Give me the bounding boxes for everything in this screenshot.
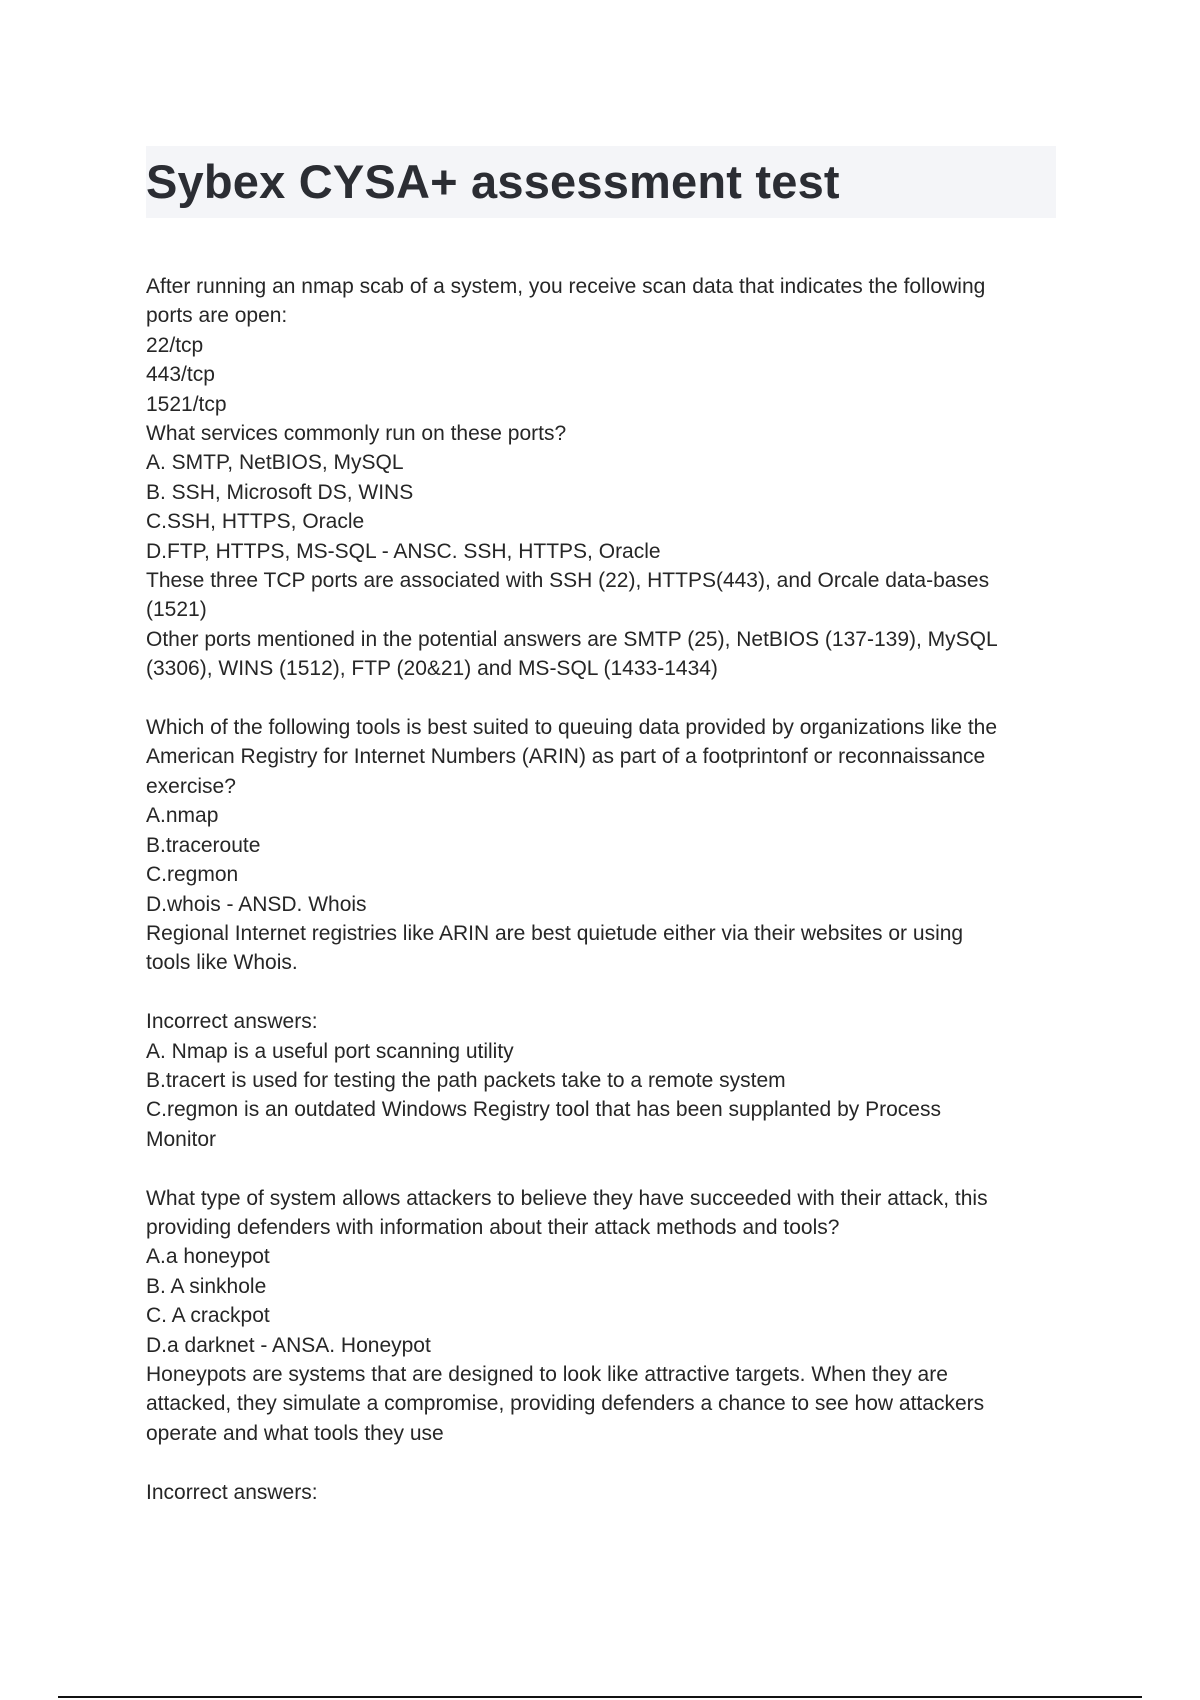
text-line: C.SSH, HTTPS, Oracle [146,510,365,534]
text-line: These three TCP ports are associated with SSH (22), HTTPS(443), and Orcale data-bases [146,569,990,593]
text-line: What type of system allows attackers to believe they have succeeded with their attack, this [146,1186,988,1210]
text-line: exercise? [146,774,236,798]
footer-divider [58,1696,1142,1698]
text-line: A.a honeypot [146,1245,270,1269]
text-line: Honeypots are systems that are designed to look like attractive targets. When they are [146,1362,948,1386]
text-line: B.traceroute [146,833,261,857]
text-line: After running an nmap scab of a system, you receive scan data that indicates the following [146,275,986,298]
text-line: operate and what tools they use [146,1421,444,1445]
text-line: D.FTP, HTTPS, MS-SQL - ANSC. SSH, HTTPS, Oracle [146,539,661,563]
text-line: (3306), WINS (1512), FTP (20&21) and MS-SQL (1433-1434) [146,657,718,681]
document-body [146,272,1066,1507]
text-line: C.regmon is an outdated Windows Registry tool that has been supplanted by Process [146,1098,941,1122]
title-banner [146,146,1056,218]
text-line: Other ports mentioned in the potential answers are SMTP (25), NetBIOS (137-139), MySQL [146,627,998,651]
paragraph-gap [146,978,1066,1007]
text-line: C.regmon [146,863,239,887]
text-line: 1521/tcp [146,392,227,416]
text-line: tools like Whois. [146,951,298,975]
text-line: attacked, they simulate a compromise, providing defenders a chance to see how attackers [146,1392,985,1416]
text-line: Which of the following tools is best suited to queuing data provided by organizations like the [146,716,998,740]
text-line: What services commonly run on these ports? [146,422,567,446]
paragraph-gap [146,1154,1066,1183]
text-line: D.whois - ANSD. Whois [146,892,367,916]
text-line: (1521) [146,598,207,622]
text-line: A. Nmap is a useful port scanning utility [146,1039,514,1063]
page-title: Sybex CYSA+ assessment test [146,155,840,208]
text-line: Incorrect answers: [146,1010,318,1034]
text-line: 22/tcp [146,333,204,357]
text-line: 443/tcp [146,363,215,387]
text-line: ports are open: [146,304,288,328]
text-line: B.tracert is used for testing the path packets take to a remote system [146,1068,786,1092]
text-line: Incorrect answers: [146,1480,318,1504]
text-line: A.nmap [146,804,219,828]
paragraph-gap [146,1448,1066,1477]
text-line: American Registry for Internet Numbers (ARIN) as part of a footprintonf or reconnaissance [146,745,986,769]
text-line: Monitor [146,1127,217,1151]
text-line: C. A crackpot [146,1304,270,1328]
paragraph-gap [146,684,1066,713]
text-line: B. SSH, Microsoft DS, WINS [146,480,414,504]
text-line: providing defenders with information about their attack methods and tools? [146,1215,840,1239]
text-line: Regional Internet registries like ARIN are best quietude either via their websites or using [146,921,964,945]
text-line: D.a darknet - ANSA. Honeypot [146,1333,431,1357]
text-line: B. A sinkhole [146,1274,267,1298]
text-line: A. SMTP, NetBIOS, MySQL [146,451,404,475]
